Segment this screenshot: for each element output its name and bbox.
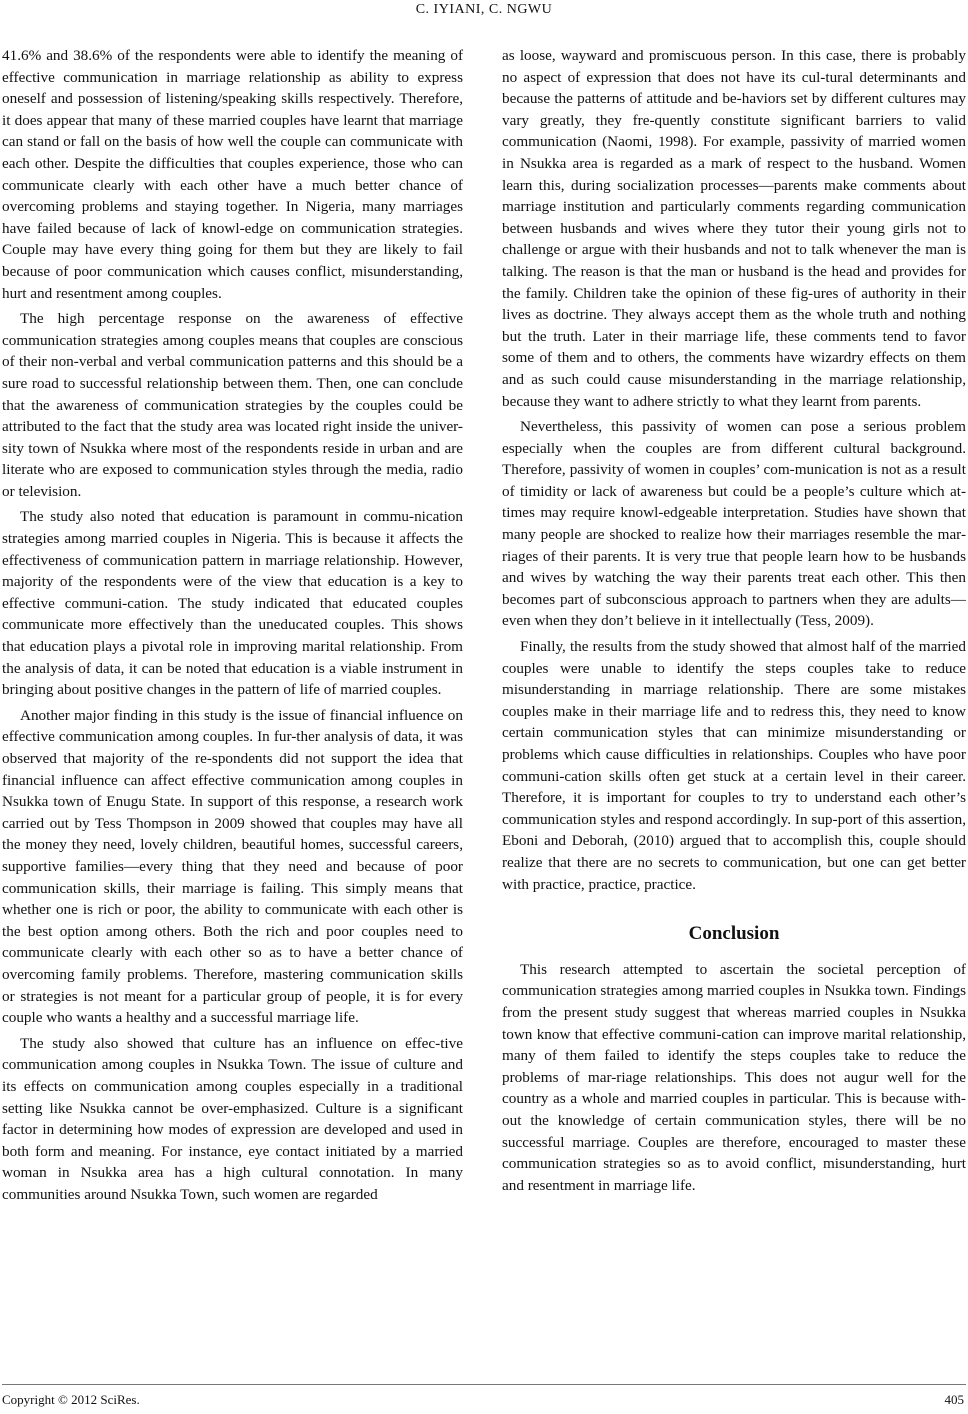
body-paragraph: The high percentage response on the awareness of effective communication strategies among couples means that couples are conscious of their non-verbal and verbal communication patterns and this should be a sure road to successful relationship between them. Then, one can conclude that the awareness of communication strategies by the couples could be attributed to the fact that the study area was located right inside the univer-sity town of Nsukka where most of the respondents reside in urban and are literate who are exposed to communication styles through the media, radio or television. — [2, 310, 463, 500]
left-column — [2, 45, 463, 1209]
right-column — [502, 45, 966, 1200]
body-paragraph: Finally, the results from the study showed that almost half of the married couples were unable to identify the steps couples take to reduce misunderstanding in marriage relationship. There are some mistakes couples make in their marriage life and to redress this, they need to know certain communication styles that can minimize misunderstanding or problems which cause difficulties in relationships. Couples who have poor communi-cation skills often get stuck at a certain level in their career. Therefore, it is important for couples to try to understand each other’s communication styles and respond accordingly. In sup-port of this assertion, Eboni and Deborah, (2010) argued that to accomplish this, couple should realize that there are no secrets to communication, but one can get better with practice, practice, practice. — [502, 638, 966, 893]
body-paragraph: Another major finding in this study is the issue of financial influence on effective communication among couples. In fur-ther analysis of data, it was observed that majority of the re-spondents did not support the idea that financial influence can affect effective communication among couples in Nsukka town of Enugu State. In support of this response, a research work carried out by Tess Thompson in 2009 showed that couples may have all the money they need, lovely children, beautiful homes, successful careers, supportive families—every thing that they need and because of poor communication skills, their marriage is failing. This simply means that whether one is rich or poor, the ability to communicate with each other is the best option among others. Both the rich and poor couples need to communicate clearly with each other so as to have a better chance of overcoming family problems. Therefore, mastering communication skills or strategies is not meant for a particular group of people, it is for every couple who wants a healthy and a successful marriage life. — [2, 706, 463, 1027]
body-paragraph: The study also showed that culture has an influence on effec-tive communication among couples in Nsukka Town. The issue of culture and its effects on communication among couples especially in a traditional setting like Nsukka cannot be over-emphasized. Culture is a significant factor in determining how modes of expression are developed and used in both form and meaning. For instance, eye contact initiated by a married woman in Nsukka area has a high cultural connotation. In many communities around Nsukka Town, such women are regarded — [2, 1034, 463, 1203]
conclusion-paragraph: This research attempted to ascertain the societal perception of communication strategies among married couples in Nsukka town. Findings from the present study suggest that whereas married couples in Nsukka town know that effective communi-cation can improve marital relationship, many of them failed to identify the steps couples take to reduce the problems of mar-riage relationships. This does not augur well for the country as a whole and married couples in particular. This is because with-out the knowledge of certain communication styles, there will be no successful marriage. Couples are therefore, encouraged to master these communication strategies so as to avoid conflict, misunderstanding, hurt and resentment in marriage life. — [502, 960, 966, 1194]
copyright-notice: Copyright © 2012 SciRes. — [2, 1392, 140, 1407]
body-paragraph: as loose, wayward and promiscuous person. In this case, there is probably no aspect of expression that does not have its cul-tural determinants and because the patterns of attitude and be-haviors set by different cultures may vary greatly, they fre-quently constitute significant barriers to valid communication (Naomi, 1998). For example, passivity of married women in Nsukka area is regarded as a mark of respect to the husband. Women learn this, during socialization processes—parents make comments about marriage institution and particularly comments regarding communication between husbands and wives where they tutor their young girls not to challenge or argue with their husbands and not to talk whenever the man is talking. The reason is that the man or husband is the head and provides for the family. Children take the opinion of these fig-ures of authority in their lives as doctrine. They always accept them as the whole truth and nothing but the truth. Later in their marriage life, these comments tend to favor some of them and to others, the comments have wizardry effects on them and as such could cause misunderstanding in the marriage relationship, because they want to adhere strictly to what they learnt from parents. — [502, 47, 966, 410]
body-paragraph: Nevertheless, this passivity of women can pose a serious problem especially when the couples are from different cultural background. Therefore, passivity of women in couples’ com-munication is not as a result of timidity or lack of awareness but could be a people’s culture which at-times may require knowl-edgeable interpretation. Studies have shown that many people are shocked to realize how their marriages resemble the mar-riages of their parents. It is very true that people learn how to be husbands and wives by watching the way their parents treat each other. This then becomes part of subconscious approach to partners when they are adults—even when they don’t believe in it intellectually (Tess, 2009). — [502, 418, 966, 630]
body-paragraph: The study also noted that education is paramount in commu-nication strategies among married couples in Nigeria. This is because it affects the effectiveness of communication pattern in marriage relationship. However, majority of the respondents were of the view that education is a key to effective communi-cation. The study indicated that educated couples communicate more effectively than the uneducated couples. This shows that education plays a pivotal role in improving marital relationship. From the analysis of data, it can be noted that education is a viable instrument in bringing about positive changes in the pattern of life of married couples. — [2, 508, 463, 699]
page-number: 405 — [944, 1392, 964, 1407]
conclusion-heading: Conclusion — [688, 923, 780, 945]
footer-divider — [2, 1384, 966, 1385]
running-header: C. IYIANI, C. NGWU — [415, 2, 553, 17]
body-paragraph: 41.6% and 38.6% of the respondents were able to identify the meaning of effective communication in marriage relationship as ability to express oneself and possession of listening/speaking skills respectively. Therefore, it does appear that many of these married couples have learnt that marriage can stand or fall on the basis of how well the couple can communicate with each other. Despite the difficulties that couples experience, those who can communicate clearly with each other have a much better chance of overcoming problems and staying together. In Nigeria, many marriages have failed because of lack of knowl-edge on communication strategies. Couple may have every thing going for them but they are likely to fail because of poor communication which causes conflict, misunderstanding, hurt and resentment among couples. — [2, 47, 463, 302]
